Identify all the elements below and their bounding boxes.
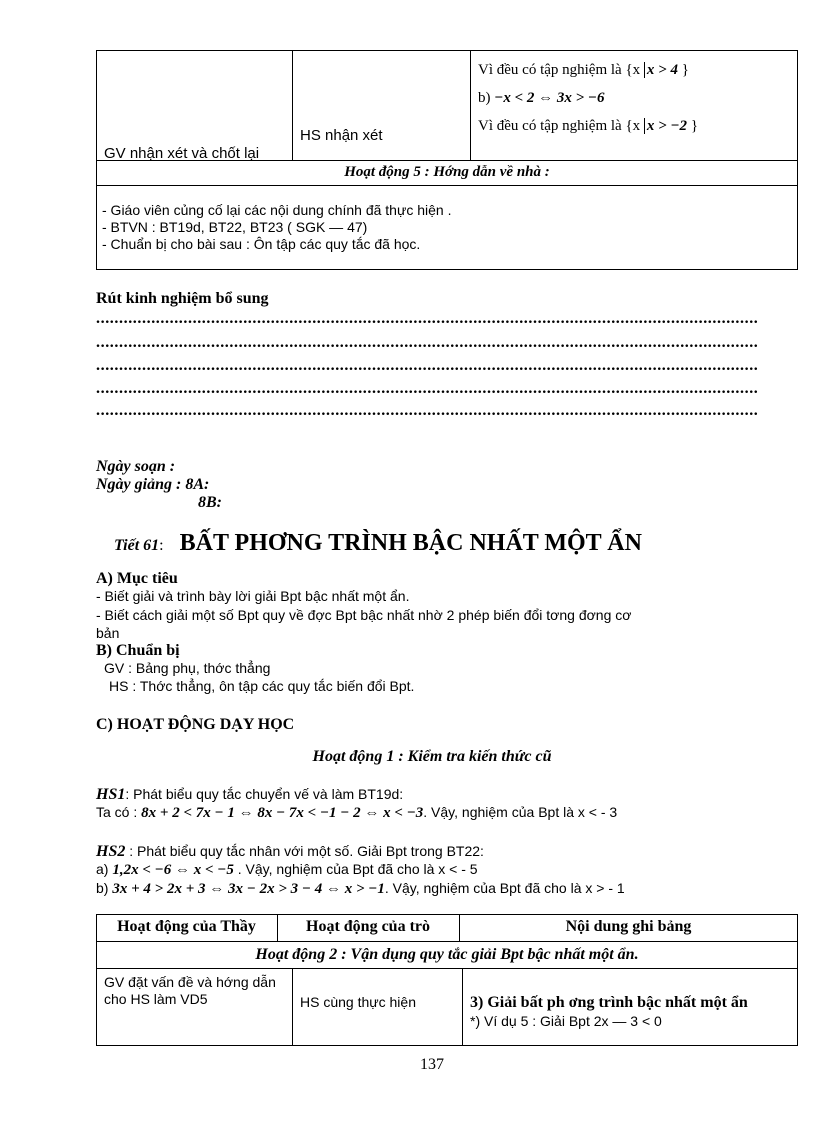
hs1-prefix: Ta có : — [96, 804, 142, 820]
section-b-hs: HS : Thớc thẳng, ôn tập các quy tắc biến đổi Bpt. — [109, 678, 415, 694]
activity5-line-1: - Giáo viên củng cố lại các nội dung chính đã thực hiện . — [102, 202, 452, 218]
set-bar — [644, 118, 687, 134]
solution-text: Vì đều có tập nghiệm là {x — [478, 118, 644, 134]
header-noi-dung: Nội dung ghi bảng — [565, 918, 692, 935]
lesson-colon: : — [159, 537, 164, 554]
header-thay: Hoạt động của Thầy — [117, 918, 256, 935]
hs2-line-1 — [96, 843, 484, 861]
hs1-label: HS1 — [96, 786, 126, 803]
hs1-line-1 — [96, 786, 403, 804]
ngay-giang: Ngày giảng : 8A: — [96, 476, 210, 493]
page-number: 137 — [420, 1056, 444, 1073]
hs1-math: 8x + 2 < 7x − 1 ⇔ 8x − 7x < −1 − 2 ⇔ x < −3 — [141, 805, 424, 821]
hs2-line-b — [96, 880, 625, 898]
lesson-title: BẤT PHƠNG TRÌNH BẬC NHẤT MỘT ẨN — [179, 530, 642, 556]
activity2-header: Hoạt động 2 : Vận dụng quy tắc giải Bpt bậc nhất một ẩn. — [255, 946, 639, 963]
set-condition: x > −2 — [646, 118, 688, 134]
hs1-line-2 — [96, 804, 617, 822]
hs2-b-suffix: . Vậy, nghiệm của Bpt đã cho là x > - 1 — [384, 880, 625, 896]
dotted-line-4: ................................................................................................................................................ — [96, 380, 759, 397]
set-end: } — [687, 118, 699, 134]
hs1-suffix: . Vậy, nghiệm của Bpt là x < - 3 — [423, 804, 618, 820]
section-a-line-3: bản — [96, 625, 120, 641]
top-row-col3-line1 — [478, 62, 689, 79]
section-b-heading: B) Chuẩn bị — [96, 642, 180, 659]
lesson-heading — [114, 530, 642, 557]
dotted-line-1: ................................................................................................................................................ — [96, 310, 759, 327]
ngay-soan: Ngày soạn : — [96, 458, 176, 475]
bottom-row-col2: HS cùng thực hiện — [300, 994, 416, 1010]
top-row-col3-line3 — [478, 118, 698, 135]
hs2-label: HS2 — [96, 843, 126, 860]
top-row-col2: HS nhận xét — [300, 127, 383, 144]
bottom-row-col3-title: 3) Giải bất ph ơng trình bậc nhất một ẩn — [470, 994, 748, 1011]
section-c-heading: C) HOẠT ĐỘNG DẠY HỌC — [96, 716, 295, 733]
dotted-line-5: ................................................................................................................................................ — [96, 402, 759, 419]
solution-text: Vì đều có tập nghiệm là {x — [478, 62, 644, 78]
part-b-math: −x < 2 ⇔ 3x > −6 — [494, 90, 605, 106]
top-row-col1: GV nhận xét và chốt lại — [104, 145, 260, 162]
section-b-gv: GV : Bảng phụ, thớc thẳng — [104, 660, 271, 676]
bottom-table-activity-line — [96, 968, 798, 969]
hs2-b-prefix: b) — [96, 880, 113, 896]
bottom-table-divider-3 — [292, 968, 293, 1046]
top-table-divider-2 — [470, 50, 471, 161]
dotted-line-3: ................................................................................................................................................ — [96, 357, 759, 374]
activity1-header: Hoạt động 1 : Kiểm tra kiến thức cũ — [312, 748, 552, 765]
hs1-text: : Phát biểu quy tắc chuyển vế và làm BT19d: — [125, 786, 404, 802]
lesson-label: Tiết 61 — [114, 537, 160, 554]
hs2-a-suffix: . Vậy, nghiệm của Bpt đã cho là x < - 5 — [233, 861, 478, 877]
top-table-divider-1 — [292, 50, 293, 161]
top-row-col3-line2 — [478, 90, 605, 107]
dotted-line-2: ................................................................................................................................................ — [96, 334, 759, 351]
activity5-line-3: - Chuẩn bị cho bài sau : Ôn tập các quy tắc đã học. — [102, 236, 421, 252]
section-a-line-2: - Biết cách giải một số Bpt quy về đợc Bpt bậc nhất nhờ 2 phép biến đổi tơng đơng cơ — [96, 607, 632, 623]
hs2-line-a — [96, 861, 478, 879]
activity5-line-2: - BTVN : BT19d, BT22, BT23 ( SGK — 47) — [102, 219, 368, 235]
section-a-line-1: - Biết giải và trình bày lời giải Bpt bậc nhất một ẩn. — [96, 588, 410, 604]
set-end: } — [677, 62, 689, 78]
set-condition: x > 4 — [646, 62, 678, 78]
bottom-table-header-line — [96, 941, 798, 942]
rut-kinh-nghiem-title: Rút kinh nghiệm bổ sung — [96, 290, 269, 307]
hs2-b-math: 3x + 4 > 2x + 3 ⇔ 3x − 2x > 3 − 4 ⇔ x > −1 — [112, 881, 385, 897]
part-b-label: b) — [478, 90, 491, 106]
class-8b: 8B: — [198, 494, 222, 511]
bottom-table-divider-4 — [462, 968, 463, 1046]
set-bar — [644, 62, 678, 78]
hs2-a-math: 1,2x < −6 ⇔ x < −5 — [112, 862, 234, 878]
bottom-row-col1: GV đặt vấn đề và hớng dẫn cho HS làm VD5 — [104, 974, 276, 1007]
top-table-row-divider-2 — [96, 185, 798, 186]
hs2-text: : Phát biểu quy tắc nhân với một số. Giải Bpt trong BT22: — [125, 843, 484, 859]
section-a-heading: A) Mục tiêu — [96, 570, 178, 587]
hs2-a-prefix: a) — [96, 861, 113, 877]
header-tro: Hoạt động của trò — [306, 918, 430, 935]
bottom-row-col3-sub: *) Ví dụ 5 : Giải Bpt 2x — 3 < 0 — [470, 1013, 662, 1029]
activity5-header: Hoạt động 5 : Hớng dẫn về nhà : — [344, 164, 550, 180]
